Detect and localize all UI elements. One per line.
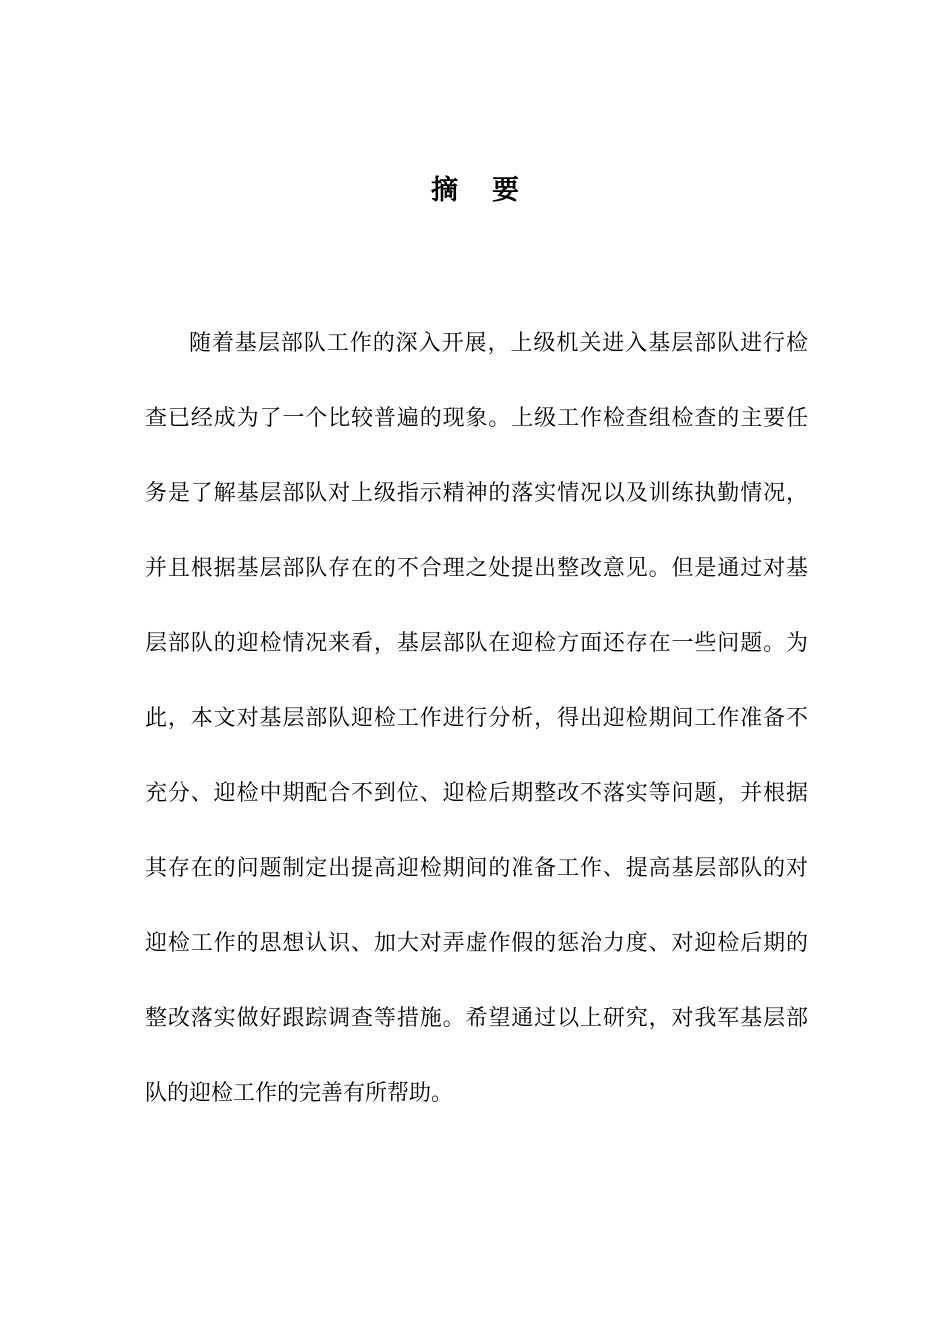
abstract-line: 查已经成为了一个比较普遍的现象。上级工作检查组检查的主要任 [145,406,808,431]
abstract-line: 队的迎检工作的完善有所帮助。 [145,1081,454,1106]
abstract-title [0,172,950,210]
abstract-line: 此，本文对基层部队迎检工作进行分析，得出迎检期间工作准备不 [145,706,808,731]
abstract-line: 并且根据基层部队存在的不合理之处提出整改意见。但是通过对基 [145,556,808,581]
abstract-line: 层部队的迎检情况来看，基层部队在迎检方面还存在一些问题。为 [145,631,808,656]
abstract-title-char: 摘 [431,175,458,206]
abstract-line: 随着基层部队工作的深入开展，上级机关进入基层部队进行检 [189,331,808,356]
abstract-line: 其存在的问题制定出提高迎检期间的准备工作、提高基层部队的对 [145,856,808,881]
abstract-title-char: 要 [492,175,519,206]
abstract-line: 充分、迎检中期配合不到位、迎检后期整改不落实等问题，并根据 [145,781,808,806]
abstract-line: 务是了解基层部队对上级指示精神的落实情况以及训练执勤情况， [145,481,808,506]
abstract-line: 迎检工作的思想认识、加大对弄虚作假的惩治力度、对迎检后期的 [145,931,808,956]
abstract-line: 整改落实做好跟踪调查等措施。希望通过以上研究，对我军基层部 [145,1006,808,1031]
